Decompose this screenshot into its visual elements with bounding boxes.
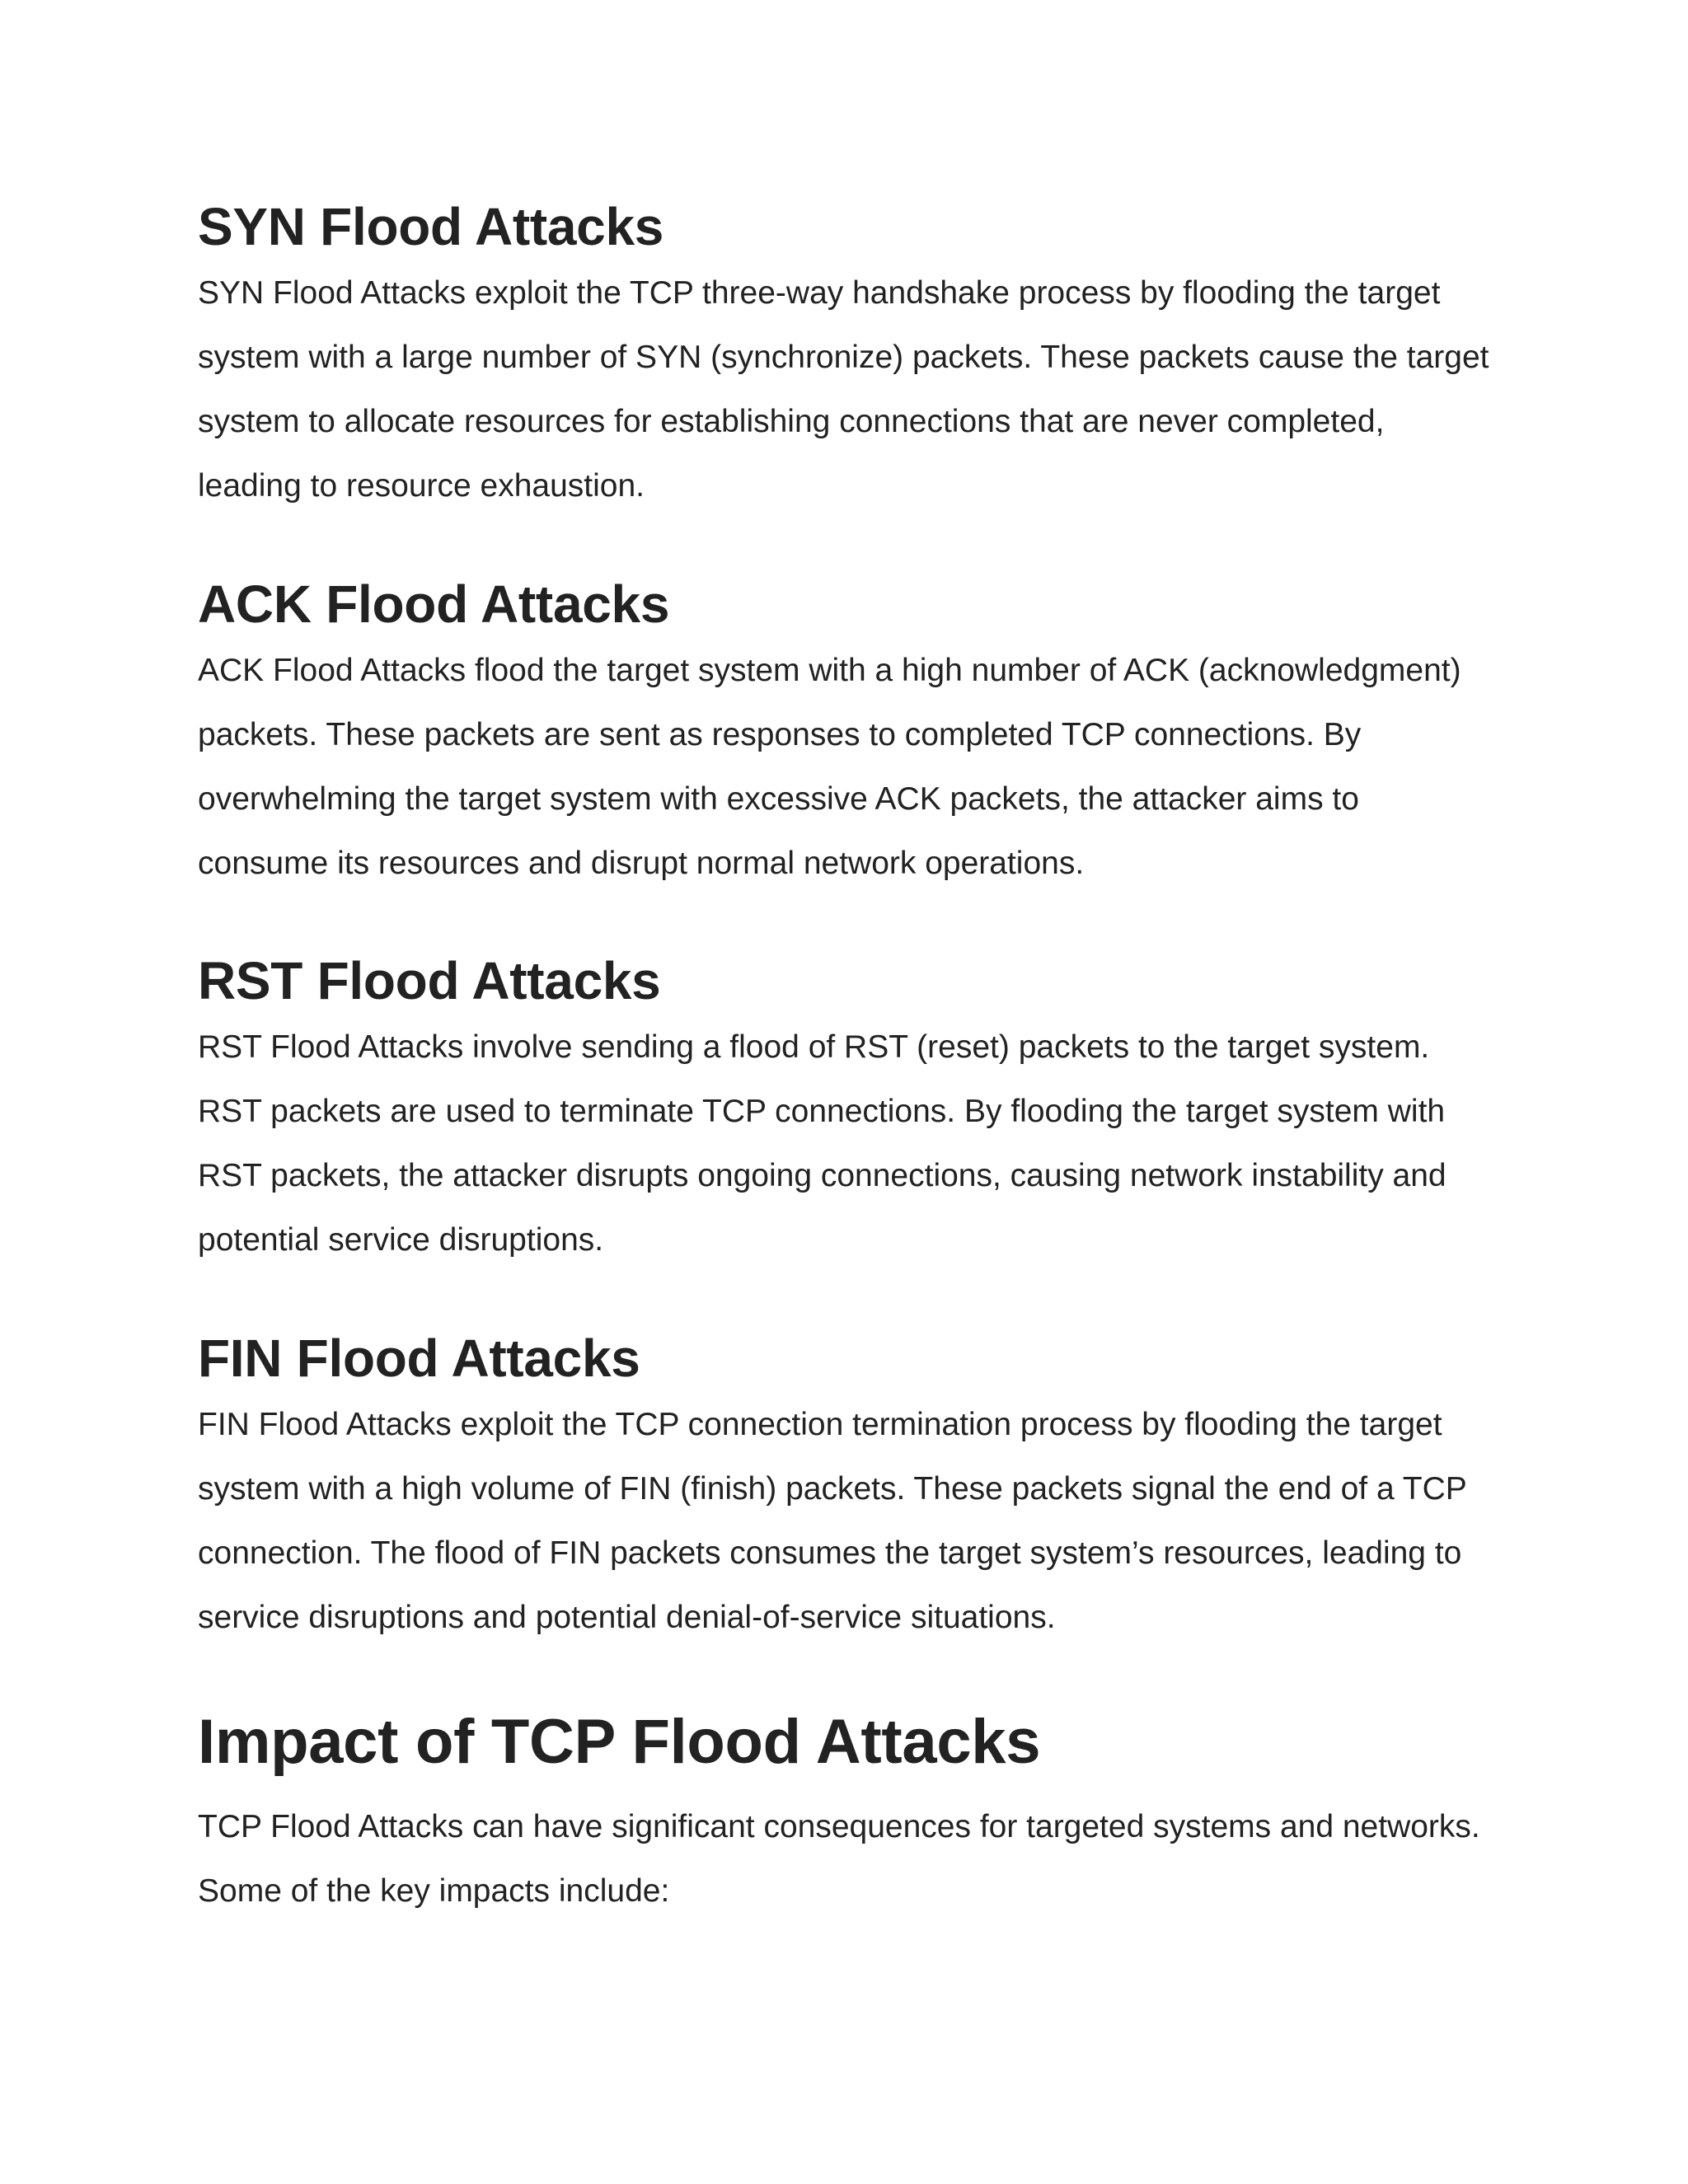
section-syn-flood [198, 194, 1492, 518]
section-heading: RST Flood Attacks [198, 951, 661, 1010]
impact-paragraph: TCP Flood Attacks can have significant consequences for targeted systems and networks. Some of the key impacts include: [198, 1809, 1480, 1909]
section-paragraph: ACK Flood Attacks flood the target system with a high number of ACK (acknowledgment) packets. These packets are sent as responses to completed TCP connections. By overwhelming the target system with excessive ACK packets, the attacker aims to consume its resources and disrupt normal network operations. [198, 653, 1461, 881]
section-heading: FIN Flood Attacks [198, 1329, 640, 1388]
section-fin-flood [198, 1325, 1492, 1650]
section-heading: SYN Flood Attacks [198, 197, 664, 256]
section-ack-flood [198, 571, 1492, 896]
section-impact [198, 1704, 1492, 1924]
section-heading: ACK Flood Attacks [198, 574, 670, 634]
impact-heading: Impact of TCP Flood Attacks [198, 1707, 1041, 1777]
section-rst-flood [198, 948, 1492, 1272]
section-paragraph: SYN Flood Attacks exploit the TCP three-way handshake process by flooding the target system with a large number of SYN (synchronize) packets. These packets cause the target system to allocate resources for establishing connections that are never completed, leading to resource exhaustion. [198, 275, 1489, 504]
section-paragraph: RST Flood Attacks involve sending a flood of RST (reset) packets to the target system. RST packets are used to terminate TCP connections. By flooding the target system with RST packets, the attacker disrupts ongoing connections, causing network instability and potential service disruptions. [198, 1029, 1447, 1258]
section-paragraph: FIN Flood Attacks exploit the TCP connection termination process by flooding the target system with a high volume of FIN (finish) packets. These packets signal the end of a TCP connection. The flood of FIN packets consumes the target system’s resources, leading to service disruptions and potential denial-of-service situations. [198, 1407, 1467, 1635]
